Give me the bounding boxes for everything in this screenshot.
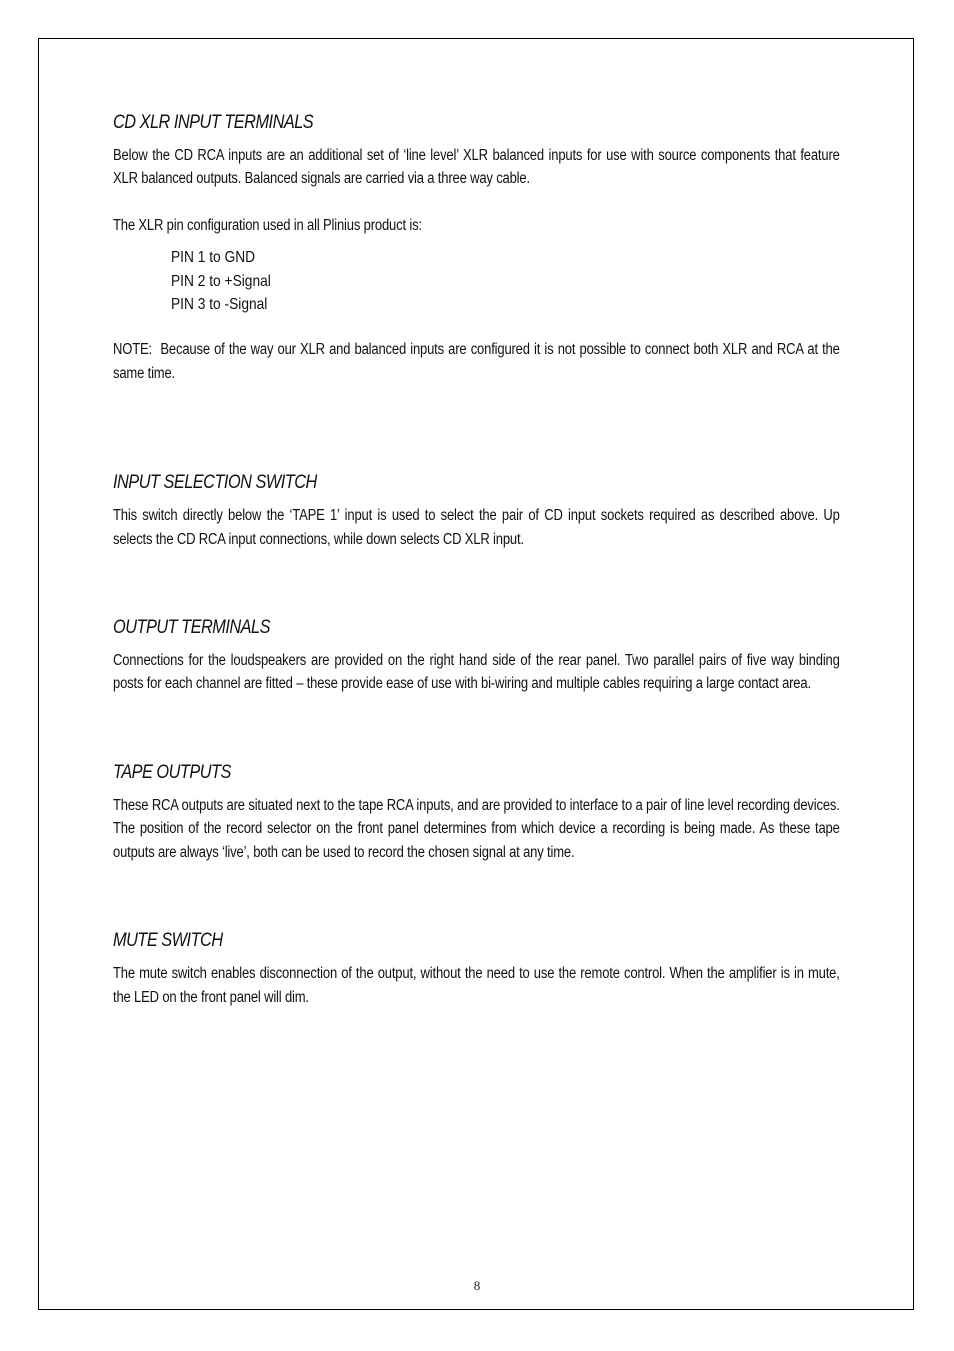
section-output-terminals [113,615,840,696]
pin-item: PIN 3 to -Signal [171,296,268,314]
section-heading: CD XLR INPUT TERMINALS [113,112,314,133]
section-tape-outputs [113,760,840,864]
paragraph: Connections for the loudspeakers are provided on the right hand side of the rear panel. Two parallel pairs of five way binding posts for each channel are fitted – these provide ease of use with bi-wiring and multiple cables requiring a large contact area. [113,652,840,693]
section-heading: INPUT SELECTION SWITCH [113,472,317,494]
section-mute-switch [113,928,840,1009]
section-input-selection [113,470,840,551]
pin-item: PIN 1 to GND [171,249,256,267]
section-cd-xlr [113,110,840,385]
page-content [113,110,840,1009]
section-heading: OUTPUT TERMINALS [113,617,270,639]
page-number: 8 [473,1278,481,1293]
note-label: NOTE: [113,341,152,359]
paragraph: The mute switch enables disconnection of the output, without the need to use the remote control. When the amplifier is in mute, the LED on the front panel will dim. [113,965,840,1006]
pin-item: PIN 2 to +Signal [171,272,271,290]
note-text: Because of the way our XLR and balanced inputs are configured it is not possible to connect both XLR and RCA at the same time. [113,341,840,382]
paragraph: Below the CD RCA inputs are an additional set of ‘line level’ XLR balanced inputs for use with source components that feature XLR balanced outputs. Balanced signals are carried via a three way cable. [113,147,840,188]
paragraph: These RCA outputs are situated next to the tape RCA inputs, and are provided to interface to a pair of line level recording devices. The position of the record selector on the front panel determines from which device a recording is being made. As these tape outputs are always ‘live’, both can be used to record the chosen signal at any time. [113,796,840,861]
paragraph: The XLR pin configuration used in all Plinius product is: [113,216,422,234]
paragraph: This switch directly below the ‘TAPE 1’ input is used to select the pair of CD input sockets required as described above. Up selects the CD RCA input connections, while down selects CD XLR input. [113,507,840,548]
note-paragraph [113,338,840,385]
pin-configuration-list [113,246,840,316]
section-heading: TAPE OUTPUTS [113,761,231,783]
section-heading: MUTE SWITCH [113,930,223,952]
